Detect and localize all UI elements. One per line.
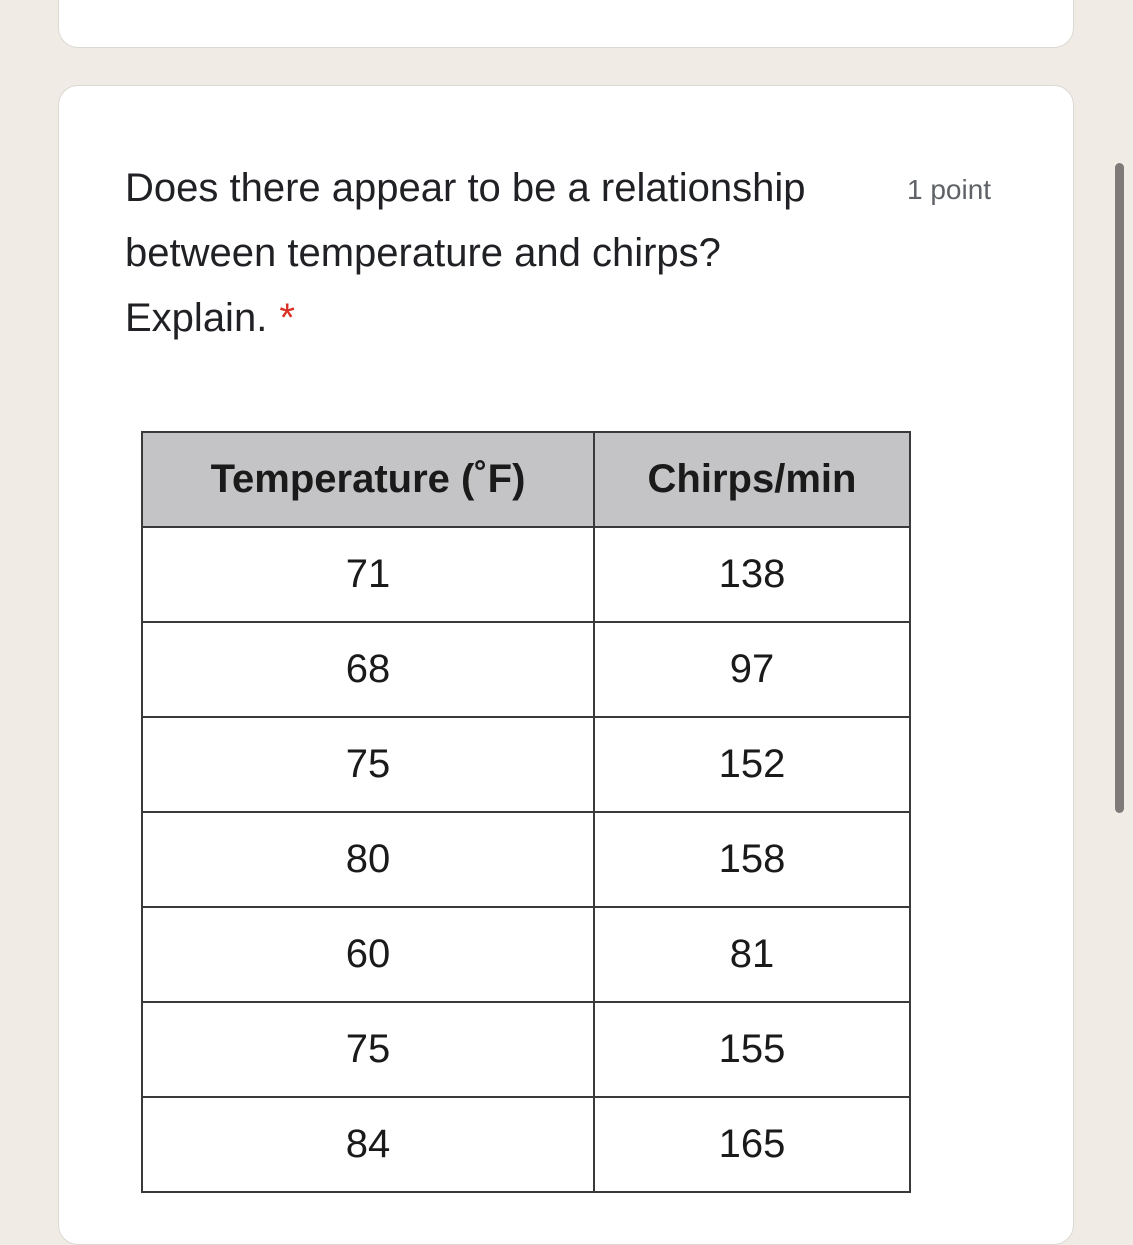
table-row <box>142 717 910 812</box>
table-header-row <box>142 432 910 527</box>
temperature-cell: 75 <box>142 717 594 812</box>
table-row <box>142 622 910 717</box>
column-header-temperature: Temperature (˚F) <box>142 432 594 527</box>
question-text: Does there appear to be a relationship between temperature and chirps? Explain. <box>125 166 806 340</box>
temperature-cell: 75 <box>142 1002 594 1097</box>
points-label: 1 point <box>907 174 992 205</box>
temperature-cell: 71 <box>142 527 594 622</box>
question-card <box>58 85 1074 1245</box>
chirps-cell: 152 <box>594 717 910 812</box>
temperature-cell: 60 <box>142 907 594 1002</box>
chirps-cell: 155 <box>594 1002 910 1097</box>
temperature-cell: 68 <box>142 622 594 717</box>
data-table <box>141 431 911 1193</box>
table-row <box>142 907 910 1002</box>
temperature-cell: 84 <box>142 1097 594 1192</box>
question-title <box>125 156 895 351</box>
chirps-cell: 97 <box>594 622 910 717</box>
table-row <box>142 1097 910 1192</box>
previous-question-card <box>58 0 1074 48</box>
table-row <box>142 527 910 622</box>
table-row <box>142 1002 910 1097</box>
chirps-cell: 158 <box>594 812 910 907</box>
column-header-chirps: Chirps/min <box>594 432 910 527</box>
temperature-cell: 80 <box>142 812 594 907</box>
chirps-cell: 138 <box>594 527 910 622</box>
required-asterisk: * <box>279 296 295 340</box>
chirps-cell: 165 <box>594 1097 910 1192</box>
chirps-cell: 81 <box>594 907 910 1002</box>
scrollbar[interactable] <box>1115 163 1124 813</box>
table-row <box>142 812 910 907</box>
